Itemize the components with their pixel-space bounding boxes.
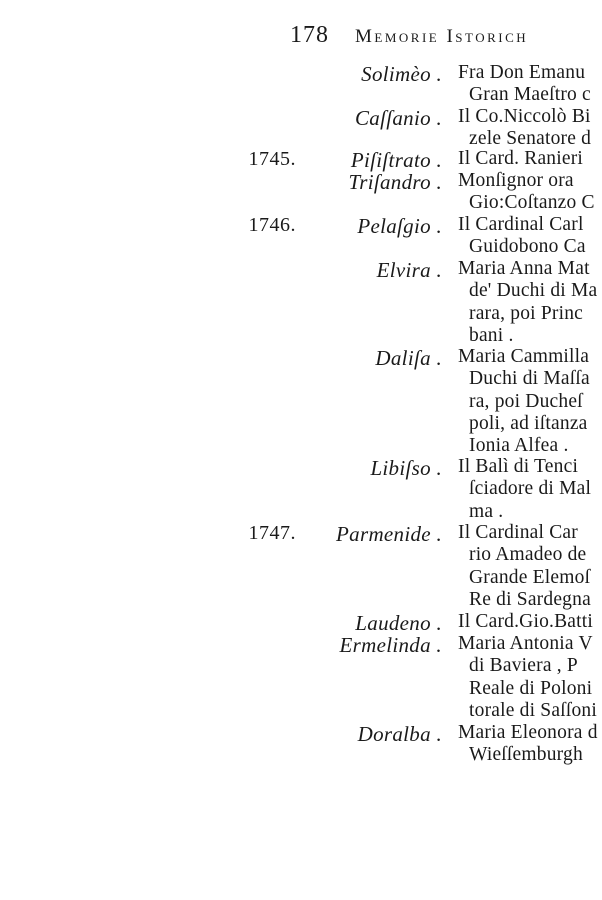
description-line: Maria Cammilla [458, 346, 590, 367]
entry-name: Solimèo . [361, 62, 442, 86]
running-title: Memorie Istorich [355, 26, 529, 47]
description-line: Ionia Alfea . [469, 435, 569, 457]
entry-description [458, 214, 586, 259]
description-line: Il Cardinal Carl [458, 214, 584, 235]
entry-name: Triſandro . [348, 170, 442, 194]
description-line: bani . [469, 324, 514, 346]
description-line: Reale di Poloni [469, 677, 593, 699]
entry-year: 1746. [248, 214, 296, 236]
entry-description [458, 522, 591, 611]
entry-description [458, 456, 591, 523]
entry-name: Elvira . [376, 258, 442, 282]
description-line: Il Card. Ranieri [458, 148, 584, 169]
description-line: Il Co.Niccolò Bi [458, 106, 591, 127]
entry-name: Doralba . [357, 722, 442, 746]
description-line: Maria Eleonora d [458, 722, 598, 743]
description-line: Grande Elemoſ [469, 566, 591, 588]
entry-name: Caſſanio . [354, 106, 442, 130]
description-line: ſciadore di Mal [469, 478, 592, 500]
description-line: Fra Don Emanu [458, 62, 586, 83]
description-line: Il Balì di Tenci [458, 456, 579, 477]
description-line: Guidobono Ca [469, 236, 586, 258]
entry-description [458, 106, 591, 151]
description-line: rara, poi Princ [469, 302, 584, 324]
entry-name: Daliſa . [375, 346, 442, 370]
description-line: Gran Maeſtro c [469, 84, 591, 106]
page-number: 178 [290, 22, 329, 48]
entry-name: Pelaſgio . [357, 214, 442, 238]
description-line: Maria Anna Mat [458, 258, 590, 279]
description-line: Il Cardinal Car [458, 522, 578, 543]
entry-name: Libiſso . [370, 456, 442, 480]
entry-year: 1745. [248, 148, 296, 170]
entry-description [458, 722, 598, 767]
entry-description [458, 346, 590, 457]
description-line: Il Card.Gio.Batti [458, 611, 594, 632]
description-line: Maria Antonia V [458, 633, 593, 654]
description-line: Gio:Coſtanzo C [469, 192, 595, 214]
description-line: de' Duchi di Ma [469, 280, 598, 302]
description-line: Wieſſemburgh [469, 744, 583, 766]
description-line: Duchi di Maſſa [469, 368, 590, 390]
description-line: ma . [469, 500, 504, 522]
entry-description [458, 62, 591, 107]
description-line: zele Senatore d [469, 128, 592, 150]
entry-description [458, 170, 595, 215]
description-line: di Baviera , P [469, 655, 578, 677]
entry-description [458, 148, 583, 170]
entry-name: Piſiſtrato . [350, 148, 442, 172]
page-header [290, 22, 528, 49]
entry-name: Ermelinda . [339, 633, 442, 657]
description-line: ra, poi Ducheſ [469, 390, 583, 412]
description-line: poli, ad iſtanza [469, 412, 588, 434]
description-line: rio Amadeo de [469, 544, 587, 566]
entry-name: Laudeno . [355, 611, 442, 635]
description-line: Monſignor ora [458, 170, 574, 191]
description-line: Re di Sardegna [469, 588, 591, 610]
entry-year: 1747. [248, 522, 296, 544]
entry-description [458, 633, 597, 722]
description-line: torale di Saſſoni [469, 699, 597, 721]
entry-description [458, 258, 597, 347]
entry-name: Parmenide . [336, 522, 442, 546]
entry-description [458, 611, 593, 633]
